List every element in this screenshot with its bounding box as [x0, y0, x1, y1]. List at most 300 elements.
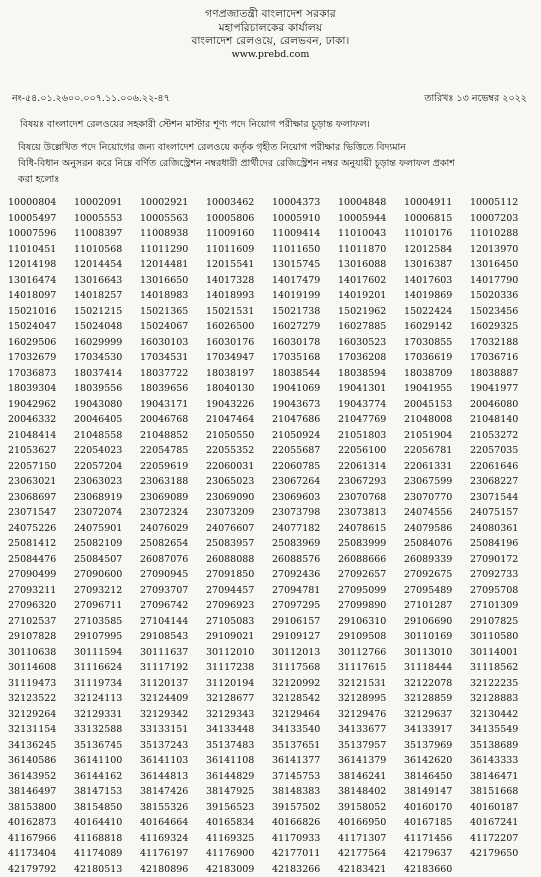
registration-number: 10005497 [8, 211, 73, 227]
reference-row [12, 92, 527, 107]
registration-number: 35137969 [404, 738, 469, 754]
registration-number: 27094457 [206, 583, 271, 599]
registration-number: 19043171 [140, 397, 205, 413]
registration-number: 38154850 [74, 800, 139, 816]
registration-number: 19041955 [404, 381, 469, 397]
registration-number: 29106310 [338, 614, 403, 630]
registration-number: 23072074 [74, 505, 139, 521]
registration-number-list [8, 195, 536, 877]
registration-number: 23063188 [140, 474, 205, 490]
registration-number: 14018993 [206, 288, 271, 304]
registration-number: 40166950 [338, 815, 403, 831]
registration-number: 36141377 [272, 753, 337, 769]
registration-number: 30114608 [8, 660, 73, 676]
registration-number: 16026500 [206, 319, 271, 335]
registration-number: 17036619 [404, 350, 469, 366]
registration-number: 23073209 [206, 505, 271, 521]
registration-number: 10004373 [272, 195, 337, 211]
registration-number: 35137483 [206, 738, 271, 754]
registration-number: 23069089 [140, 490, 205, 506]
registration-number: 13016650 [140, 273, 205, 289]
registration-number: 15023456 [470, 304, 535, 320]
registration-number: 20045153 [404, 397, 469, 413]
registration-number: 29106690 [404, 614, 469, 630]
registration-number: 15021365 [140, 304, 205, 320]
registration-number: 41172207 [470, 831, 535, 847]
registration-number: 27093211 [8, 583, 73, 599]
registration-number: 31117238 [206, 660, 271, 676]
registration-number: 27090499 [8, 567, 73, 583]
registration-number: 11010176 [404, 226, 469, 242]
registration-number: 35137243 [140, 738, 205, 754]
registration-number: 10002091 [74, 195, 139, 211]
registration-number: 24075157 [470, 505, 535, 521]
registration-number: 27096320 [8, 598, 73, 614]
registration-number: 19043774 [338, 397, 403, 413]
registration-number: 38153800 [8, 800, 73, 816]
registration-number: 34136245 [8, 738, 73, 754]
registration-number: 23065023 [206, 474, 271, 490]
registration-number: 36143952 [8, 769, 73, 785]
body-line: বিষয়ে উল্লেখিত পদে নিয়োগের জন্য বাংলাদেশ রেলওয়ে কর্তৃক গৃহীত নিয়োগ পরীক্ষার ভিত্তিতে বিদ্যমান [18, 140, 529, 156]
registration-number: 20046768 [140, 412, 205, 428]
office-name: মহাপরিচালকের কার্যালয় [0, 22, 541, 36]
registration-number: 21048414 [8, 428, 73, 444]
registration-number: 18038544 [272, 366, 337, 382]
registration-number: 27102537 [8, 614, 73, 630]
registration-number: 41171456 [404, 831, 469, 847]
registration-number: 25084507 [74, 552, 139, 568]
registration-number: 14018097 [8, 288, 73, 304]
registration-number: 24079586 [404, 521, 469, 537]
registration-number: 24075226 [8, 521, 73, 537]
registration-number: 25083957 [206, 536, 271, 552]
registration-number: 10005553 [74, 211, 139, 227]
registration-number: 32128859 [404, 691, 469, 707]
registration-number: 14019201 [338, 288, 403, 304]
registration-number: 14017479 [272, 273, 337, 289]
letterhead [0, 0, 541, 61]
registration-number: 42180896 [140, 862, 205, 877]
registration-number: 30110580 [470, 629, 535, 645]
registration-number: 10003462 [206, 195, 271, 211]
registration-number: 24080361 [470, 521, 535, 537]
registration-number: 27091850 [206, 567, 271, 583]
registration-number: 24075901 [74, 521, 139, 537]
registration-number: 10002921 [140, 195, 205, 211]
registration-number: 19041301 [338, 381, 403, 397]
registration-number: 27090172 [470, 552, 535, 568]
registration-number: 38147925 [206, 784, 271, 800]
registration-number: 36142620 [404, 753, 469, 769]
registration-number: 30111594 [74, 645, 139, 661]
registration-number: 41176900 [206, 846, 271, 862]
registration-number: 36143333 [470, 753, 535, 769]
registration-number: 40160187 [470, 800, 535, 816]
registration-number: 16027885 [338, 319, 403, 335]
registration-number: 24078615 [338, 521, 403, 537]
registration-number: 40160170 [404, 800, 469, 816]
registration-number: 10005112 [470, 195, 535, 211]
registration-number: 31117615 [338, 660, 403, 676]
registration-number: 27096711 [74, 598, 139, 614]
registration-number: 14018983 [140, 288, 205, 304]
registration-number: 40162873 [8, 815, 73, 831]
registration-number: 27093212 [74, 583, 139, 599]
registration-number: 18038709 [404, 366, 469, 382]
registration-number: 18039656 [140, 381, 205, 397]
registration-number: 38147426 [140, 784, 205, 800]
registration-number: 25084196 [470, 536, 535, 552]
registration-number: 29109127 [272, 629, 337, 645]
registration-number: 40164410 [74, 815, 139, 831]
registration-number: 11008397 [74, 226, 139, 242]
registration-number: 19043226 [206, 397, 271, 413]
registration-number: 41174089 [74, 846, 139, 862]
registration-number: 32129464 [272, 707, 337, 723]
registration-number: 38146241 [338, 769, 403, 785]
registration-number: 13016474 [8, 273, 73, 289]
registration-number: 42179637 [404, 846, 469, 862]
registration-number: 19043080 [74, 397, 139, 413]
registration-number: 31118562 [470, 660, 535, 676]
registration-number: 27097295 [272, 598, 337, 614]
registration-number: 23063023 [74, 474, 139, 490]
registration-number: 32122078 [404, 676, 469, 692]
registration-number: 22061314 [338, 459, 403, 475]
registration-number: 21053272 [470, 428, 535, 444]
registration-number: 41167966 [8, 831, 73, 847]
registration-number: 36141108 [206, 753, 271, 769]
registration-number: 14019869 [404, 288, 469, 304]
registration-number: 25082654 [140, 536, 205, 552]
registration-number: 30110638 [8, 645, 73, 661]
registration-number: 31117568 [272, 660, 337, 676]
registration-number: 24077182 [272, 521, 337, 537]
registration-number: 18038887 [470, 366, 535, 382]
registration-number: 31119734 [74, 676, 139, 692]
registration-number: 27096742 [140, 598, 205, 614]
registration-number: 19041069 [272, 381, 337, 397]
registration-number: 32124409 [140, 691, 205, 707]
registration-number: 18037722 [140, 366, 205, 382]
registration-number: 33133151 [140, 722, 205, 738]
registration-number: 15021215 [74, 304, 139, 320]
registration-number: 25083969 [272, 536, 337, 552]
registration-number: 11011609 [206, 242, 271, 258]
registration-number: 22061646 [470, 459, 535, 475]
registration-number: 18037414 [74, 366, 139, 382]
registration-number: 32128677 [206, 691, 271, 707]
registration-number: 10000804 [8, 195, 73, 211]
registration-number: 22057035 [470, 443, 535, 459]
registration-number: 23068227 [470, 474, 535, 490]
registration-number: 27103585 [74, 614, 139, 630]
registration-number: 21048140 [470, 412, 535, 428]
registration-number: 38146450 [404, 769, 469, 785]
registration-number: 41169325 [206, 831, 271, 847]
registration-number: 23069090 [206, 490, 271, 506]
registration-number: 18040130 [206, 381, 271, 397]
registration-number: 15021016 [8, 304, 73, 320]
registration-number: 15021962 [338, 304, 403, 320]
registration-number: 27094781 [272, 583, 337, 599]
registration-number: 23072324 [140, 505, 205, 521]
registration-number: 30113010 [404, 645, 469, 661]
registration-number: 22055352 [206, 443, 271, 459]
registration-number: 12013970 [470, 242, 535, 258]
registration-number: 23071547 [8, 505, 73, 521]
registration-number: 11010568 [74, 242, 139, 258]
registration-number: 23067293 [338, 474, 403, 490]
registration-number: 30110169 [404, 629, 469, 645]
registration-number: 18038197 [206, 366, 271, 382]
registration-number: 17034531 [140, 350, 205, 366]
registration-number: 32120992 [272, 676, 337, 692]
registration-number: 14018257 [74, 288, 139, 304]
registration-number: 17030855 [404, 335, 469, 351]
registration-number: 15024047 [8, 319, 73, 335]
registration-number: 27095489 [404, 583, 469, 599]
registration-number: 22054023 [74, 443, 139, 459]
registration-number: 31119473 [8, 676, 73, 692]
registration-number: 27090945 [140, 567, 205, 583]
registration-number: 21048852 [140, 428, 205, 444]
registration-number: 22055687 [272, 443, 337, 459]
registration-number: 23070768 [338, 490, 403, 506]
registration-number: 14017328 [206, 273, 271, 289]
registration-number: 31120137 [140, 676, 205, 692]
registration-number: 32129264 [8, 707, 73, 723]
registration-number: 21047686 [272, 412, 337, 428]
registration-number: 23070770 [404, 490, 469, 506]
registration-number: 16030103 [140, 335, 205, 351]
registration-number: 40167185 [404, 815, 469, 831]
registration-number: 25083999 [338, 536, 403, 552]
registration-number: 42179792 [8, 862, 73, 877]
registration-number: 15021738 [272, 304, 337, 320]
registration-number: 38149147 [404, 784, 469, 800]
registration-number: 33132588 [74, 722, 139, 738]
registration-number: 42183009 [206, 862, 271, 877]
registration-number: 32128542 [272, 691, 337, 707]
registration-number: 18039304 [8, 381, 73, 397]
registration-number: 35136745 [74, 738, 139, 754]
registration-number: 32129342 [140, 707, 205, 723]
registration-number: 22061331 [404, 459, 469, 475]
registration-number: 30112013 [272, 645, 337, 661]
registration-number: 40166826 [272, 815, 337, 831]
registration-number: 21051904 [404, 428, 469, 444]
registration-number: 20046080 [470, 397, 535, 413]
registration-number: 27092675 [404, 567, 469, 583]
registration-number: 27096923 [206, 598, 271, 614]
registration-number: 26088666 [338, 552, 403, 568]
registration-number: 21048558 [74, 428, 139, 444]
registration-number: 41176197 [140, 846, 205, 862]
registration-number: 26088576 [272, 552, 337, 568]
registration-number: 22057150 [8, 459, 73, 475]
registration-number: 23068919 [74, 490, 139, 506]
registration-number: 21050924 [272, 428, 337, 444]
registration-number: 23068697 [8, 490, 73, 506]
registration-number: 41170933 [272, 831, 337, 847]
registration-number: 36144829 [206, 769, 271, 785]
registration-number: 21048008 [404, 412, 469, 428]
registration-number: 32131154 [8, 722, 73, 738]
registration-number: 11010288 [470, 226, 535, 242]
website-link[interactable]: www.prebd.com [0, 49, 541, 61]
registration-number: 40164664 [140, 815, 205, 831]
registration-number: 22056100 [338, 443, 403, 459]
registration-number: 14017790 [470, 273, 535, 289]
memo-number: নং-৫৪.০১.২৬০০.০০৭.১১.০০৬.২২-৪৭ [12, 92, 170, 107]
registration-number: 12015541 [206, 257, 271, 273]
registration-number: 17034530 [74, 350, 139, 366]
registration-number: 39157502 [272, 800, 337, 816]
registration-number: 19041977 [470, 381, 535, 397]
registration-number: 32124113 [74, 691, 139, 707]
registration-number: 24074556 [404, 505, 469, 521]
registration-number: 32129331 [74, 707, 139, 723]
registration-number: 20046332 [8, 412, 73, 428]
registration-number: 36140586 [8, 753, 73, 769]
registration-number: 35138689 [470, 738, 535, 754]
registration-number: 26089339 [404, 552, 469, 568]
memo-date: তারিখঃ ১৩ নভেম্বর ২০২২ [424, 92, 527, 107]
registration-number: 17035168 [272, 350, 337, 366]
registration-number: 29109508 [338, 629, 403, 645]
registration-number: 16030178 [272, 335, 337, 351]
registration-number: 11010451 [8, 242, 73, 258]
registration-number: 23071544 [470, 490, 535, 506]
registration-number: 21047464 [206, 412, 271, 428]
registration-number: 10005910 [272, 211, 337, 227]
registration-number: 34133917 [404, 722, 469, 738]
registration-number: 11011870 [338, 242, 403, 258]
registration-number: 42177564 [338, 846, 403, 862]
registration-number: 10004911 [404, 195, 469, 211]
registration-number: 13016088 [338, 257, 403, 273]
registration-number: 32129476 [338, 707, 403, 723]
registration-number: 27104144 [140, 614, 205, 630]
registration-number: 37145753 [272, 769, 337, 785]
registration-number: 31117192 [140, 660, 205, 676]
registration-number: 23073813 [338, 505, 403, 521]
registration-number: 25084476 [8, 552, 73, 568]
registration-number: 30111637 [140, 645, 205, 661]
registration-number: 27105083 [206, 614, 271, 630]
body-line: করা হলোঃ [18, 172, 529, 188]
registration-number: 22057204 [74, 459, 139, 475]
registration-number: 23067264 [272, 474, 337, 490]
registration-number: 16029506 [8, 335, 73, 351]
registration-number: 27092733 [470, 567, 535, 583]
registration-number: 15021531 [206, 304, 271, 320]
registration-number: 42183421 [338, 862, 403, 877]
registration-number: 16030176 [206, 335, 271, 351]
registration-number: 36141379 [338, 753, 403, 769]
registration-number: 13016643 [74, 273, 139, 289]
registration-number: 17034947 [206, 350, 271, 366]
registration-number: 26088088 [206, 552, 271, 568]
registration-number: 27090600 [74, 567, 139, 583]
registration-number: 32128995 [338, 691, 403, 707]
registration-number: 32128883 [470, 691, 535, 707]
registration-number: 38147153 [74, 784, 139, 800]
registration-number: 40165834 [206, 815, 271, 831]
registration-number: 23069603 [272, 490, 337, 506]
registration-number: 42183660 [404, 862, 469, 877]
registration-number: 40167241 [470, 815, 535, 831]
registration-number: 42183266 [272, 862, 337, 877]
registration-number: 31116624 [74, 660, 139, 676]
registration-number: 27101287 [404, 598, 469, 614]
registration-number: 24076029 [140, 521, 205, 537]
registration-number: 14019199 [272, 288, 337, 304]
registration-number: 24076607 [206, 521, 271, 537]
registration-number: 10007203 [470, 211, 535, 227]
registration-number: 10005944 [338, 211, 403, 227]
registration-number: 12014198 [8, 257, 73, 273]
registration-number: 19043673 [272, 397, 337, 413]
registration-number: 14017602 [338, 273, 403, 289]
registration-number: 12012584 [404, 242, 469, 258]
registration-number: 18038594 [338, 366, 403, 382]
registration-number: 29107828 [8, 629, 73, 645]
body-line: বিধি-বিধান অনুসরন করে নিম্নে বর্ণিত রেজিস্ট্রেশন নম্বরধারী প্রার্থীদের রেজিস্ট্রেশন নম্বর অনুযায়ী চূড়ান্ত ফলাফল প্রকাশ [18, 156, 529, 172]
registration-number: 15024048 [74, 319, 139, 335]
registration-number: 27095099 [338, 583, 403, 599]
registration-number: 38155326 [140, 800, 205, 816]
registration-number: 38146471 [470, 769, 535, 785]
registration-number: 32129343 [206, 707, 271, 723]
registration-number: 42177011 [272, 846, 337, 862]
registration-number: 29107825 [470, 614, 535, 630]
registration-number: 32121531 [338, 676, 403, 692]
registration-number: 32122235 [470, 676, 535, 692]
registration-number: 38146497 [8, 784, 73, 800]
registration-number: 16030523 [338, 335, 403, 351]
registration-number: 41173404 [8, 846, 73, 862]
registration-number: 11011290 [140, 242, 205, 258]
registration-number: 27093707 [140, 583, 205, 599]
registration-number: 29106157 [272, 614, 337, 630]
registration-number: 26087076 [140, 552, 205, 568]
registration-number: 19042962 [8, 397, 73, 413]
registration-number: 41171307 [338, 831, 403, 847]
registration-number: 11011650 [272, 242, 337, 258]
registration-number: 10005563 [140, 211, 205, 227]
registration-number: 23067599 [404, 474, 469, 490]
registration-number: 36141103 [140, 753, 205, 769]
registration-number: 10005806 [206, 211, 271, 227]
registration-number: 27095708 [470, 583, 535, 599]
registration-number: 11010043 [338, 226, 403, 242]
registration-number: 20046405 [74, 412, 139, 428]
registration-number: 15024067 [140, 319, 205, 335]
registration-number: 22060031 [206, 459, 271, 475]
registration-number: 32123522 [8, 691, 73, 707]
registration-number: 30112010 [206, 645, 271, 661]
registration-number: 38151668 [470, 784, 535, 800]
registration-number: 30114001 [470, 645, 535, 661]
notice-body [18, 140, 529, 188]
registration-number: 22054785 [140, 443, 205, 459]
registration-number: 10004848 [338, 195, 403, 211]
registration-number: 17032188 [470, 335, 535, 351]
registration-number: 27092657 [338, 567, 403, 583]
